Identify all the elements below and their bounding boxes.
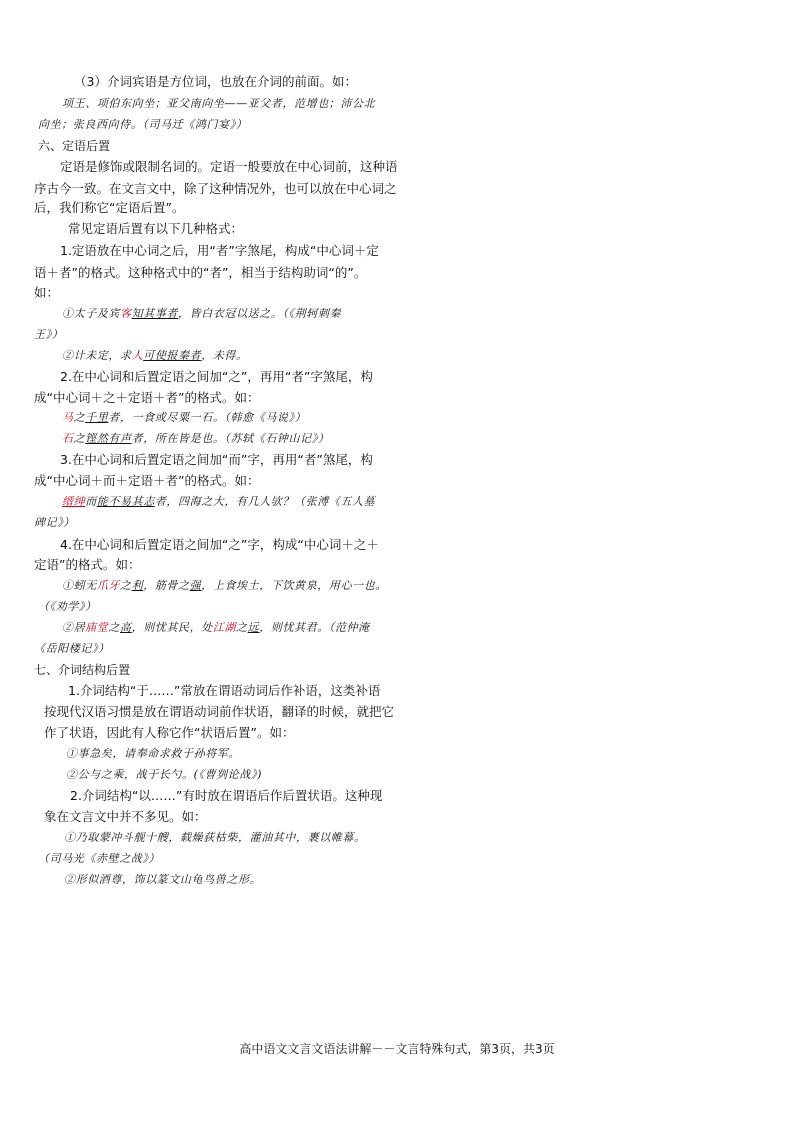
text-line [74, 74, 357, 90]
text-segment: 2.介词结构“以……”有时放在谓语后作后置状语。这种现 [70, 788, 383, 803]
text-segment: 之 [236, 621, 248, 634]
text-segment: 之 [73, 432, 86, 445]
text-line [38, 599, 97, 615]
text-line [64, 872, 261, 888]
text-segment: 3.在中心词和后置定语之间加“而”字，再用“者”煞尾，构 [60, 452, 373, 467]
text-line [66, 767, 262, 783]
text-segment: ，未得。 [201, 349, 248, 362]
highlighted-text: 强 [189, 579, 202, 592]
text-segment: 序古今一致。在文言文中，除了这种情况外，也可以放在中心词之 [34, 181, 397, 196]
highlighted-text: 爪牙 [96, 579, 121, 592]
text-line [34, 557, 140, 573]
text-line [34, 265, 366, 281]
text-segment: 者，所在皆是也。（苏轼《石钟山记》） [131, 432, 330, 445]
text-line [66, 746, 240, 762]
text-segment: 而 [85, 495, 97, 508]
text-line [64, 830, 366, 846]
text-line [62, 578, 387, 594]
highlighted-text: 知其事者 [131, 307, 179, 320]
text-line [62, 410, 306, 426]
text-segment: 常见定语后置有以下几种格式： [68, 221, 244, 236]
text-segment: 七、介词结构后置 [34, 663, 131, 677]
text-segment: （司马光《赤壁之战》） [38, 852, 161, 865]
text-segment: 者，一食或尽粟一石。（韩愈《马说》） [108, 411, 307, 424]
text-segment: 之 [73, 411, 86, 424]
text-line [60, 537, 379, 553]
highlighted-text: 庙堂 [85, 621, 109, 634]
text-segment: ，则忧其君。（范仲淹 [259, 621, 370, 634]
text-segment: 4.在中心词和后置定语之间加“之”字，构成“中心词＋之＋ [60, 537, 379, 552]
text-line [62, 494, 375, 510]
text-segment: 如： [34, 285, 60, 300]
text-line [60, 243, 379, 259]
text-segment: ，上食埃土，下饮黄泉，用心一也。 [201, 579, 387, 592]
text-segment: ①蚓无 [62, 579, 97, 592]
text-segment: 语＋者”的格式。这种格式中的“者”，相当于结构助词“的”。 [34, 265, 367, 280]
text-line [60, 369, 373, 385]
text-line [38, 851, 160, 867]
page-footer: 高中语文文言文语法讲解－－文言特殊句式，第3页，共3页 [239, 1042, 555, 1056]
text-segment: （《劝学》） [38, 600, 97, 613]
text-segment: ①乃取蒙冲斗舰十艘，载燥荻枯柴，灌油其中，裹以帷幕。 [64, 831, 366, 844]
text-segment: 1.介词结构“于……”常放在谓语动词后作补语，这类补语 [68, 683, 381, 698]
text-line [68, 221, 243, 237]
text-segment: （3）介词宾语是方位词，也放在介词的前面。如： [74, 74, 357, 89]
text-segment: 1.定语放在中心词之后，用“者”字煞尾，构成“中心词＋定 [60, 243, 379, 258]
text-segment: 者，四海之大，有几人欤？（张溥《五人墓 [154, 495, 376, 508]
text-line [34, 181, 397, 197]
text-segment: ①事急矣，请奉命求救于孙将军。 [66, 747, 240, 760]
highlighted-text: 江湖 [212, 621, 237, 634]
text-line [68, 683, 380, 699]
highlighted-text: 人 [131, 349, 144, 362]
text-line [34, 641, 110, 657]
highlighted-text: 利 [131, 579, 144, 592]
text-line [62, 431, 329, 447]
text-segment: 后，我们称它“定语后置”。 [34, 200, 185, 215]
text-line [34, 390, 259, 406]
text-segment: 《岳阳楼记》） [34, 642, 110, 655]
text-segment: 2.在中心词和后置定语之间加“之”，再用“者”字煞尾，构 [60, 369, 373, 384]
text-segment: 成“中心词＋而＋定语＋者”的格式。如： [34, 473, 260, 488]
text-segment: 王》） [34, 328, 64, 341]
text-segment: ，则忧其民，处 [131, 621, 213, 634]
highlighted-text: 能不易其志 [96, 495, 155, 508]
text-line [34, 515, 75, 531]
text-line [44, 809, 207, 825]
text-line [34, 327, 63, 343]
text-line [34, 473, 259, 489]
text-segment: 项王、项伯东向坐；亚父南向坐——亚父者，范增也；沛公北 [62, 97, 376, 110]
text-segment: ②形似酒尊，饰以篆文山龟鸟兽之形。 [64, 873, 262, 886]
text-line [60, 452, 373, 468]
section-heading [38, 138, 110, 154]
highlighted-text: 马 [62, 411, 74, 424]
text-segment: ，皆白衣冠以送之。（《荆轲刺秦 [178, 307, 342, 320]
text-line [34, 285, 59, 301]
text-segment: 按现代汉语习惯是放在谓语动词前作状语，翻译的时候，就把它 [44, 704, 395, 719]
highlighted-text: 高 [120, 621, 132, 634]
text-segment: 之 [120, 579, 132, 592]
text-segment: ②计未定，求 [62, 349, 132, 362]
highlighted-text: 可使报秦者 [143, 349, 202, 362]
text-line [44, 704, 394, 720]
section-heading [34, 662, 130, 678]
text-line [62, 620, 370, 636]
text-segment: 定语是修饰或限制名词的。定语一般要放在中心词前，这种语 [60, 159, 398, 174]
text-line [44, 725, 294, 741]
text-segment: 之 [108, 621, 121, 634]
text-line [62, 96, 375, 112]
highlighted-text: 缙绅 [62, 495, 86, 508]
text-segment: 定语”的格式。如： [34, 557, 141, 572]
text-segment: 向坐；张良西向侍。（司马迁《鸿门宴》） [38, 118, 248, 131]
text-line [60, 159, 398, 175]
text-segment: ②公与之乘，战于长勺。(《曹刿论战》) [66, 768, 262, 781]
text-line [62, 306, 341, 322]
text-segment: 六、定语后置 [38, 139, 111, 153]
highlighted-text: 远 [247, 621, 260, 634]
highlighted-text: 千里 [85, 411, 109, 424]
text-line [34, 200, 184, 216]
text-line [38, 117, 247, 133]
text-segment: ②居 [62, 621, 86, 634]
highlighted-text: 客 [120, 307, 132, 320]
text-segment: ，筋骨之 [143, 579, 190, 592]
text-segment: 成“中心词＋之＋定语＋者”的格式。如： [34, 390, 260, 405]
text-line [70, 788, 382, 804]
text-segment: 象在文言文中并不多见。如： [44, 809, 207, 824]
text-segment: ①太子及宾 [62, 307, 120, 320]
text-segment: 作了状语，因此有人称它作“状语后置”。如： [44, 725, 295, 740]
highlighted-text: 石 [62, 432, 74, 445]
text-line [62, 348, 248, 364]
highlighted-text: 铿然有声 [85, 432, 132, 445]
text-segment: 碑记》） [34, 516, 75, 529]
